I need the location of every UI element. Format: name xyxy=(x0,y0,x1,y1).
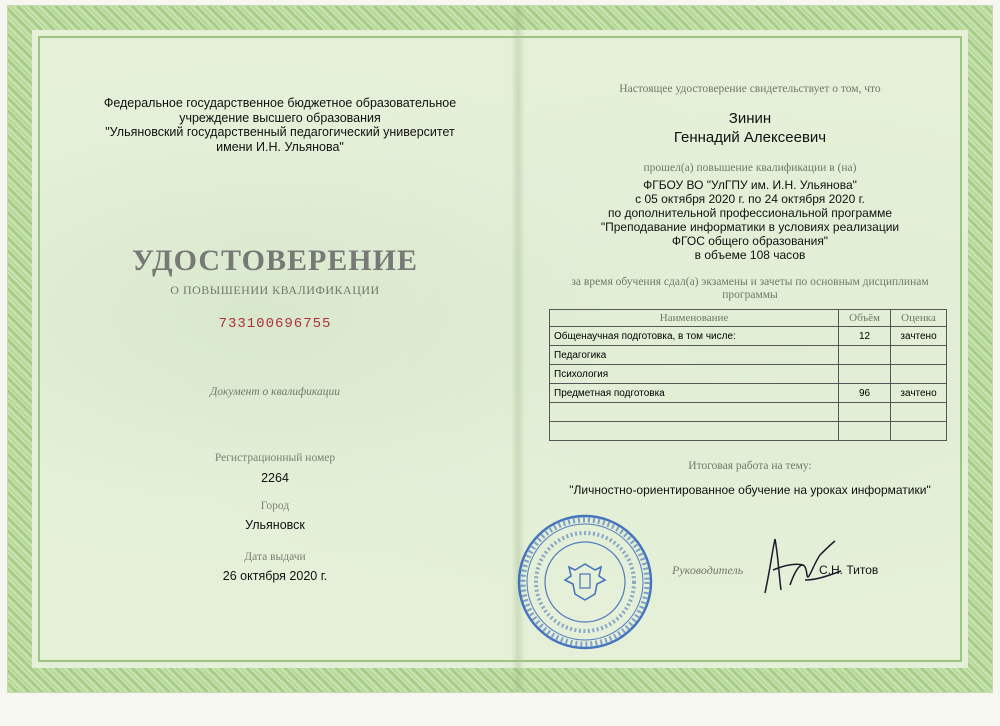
final-work-title: "Личностно-ориентированное обучение на уроках информатики" xyxy=(569,483,931,497)
cell-grade xyxy=(891,403,947,422)
cell-grade xyxy=(891,346,947,365)
header-name: Наименование xyxy=(550,310,839,327)
cell-volume: 12 xyxy=(839,327,891,346)
table-row xyxy=(550,422,947,441)
issuer-line: Федеральное государственное бюджетное образовательное xyxy=(103,96,457,110)
table-row xyxy=(550,346,947,365)
issuer-line: имени И.Н. Ульянова" xyxy=(216,139,344,154)
supervisor-label: Руководитель xyxy=(672,563,744,577)
final-work-label: Итоговая работа на тему: xyxy=(688,460,812,472)
table-row xyxy=(550,403,947,422)
cell-volume xyxy=(839,403,891,422)
header-volume: Объём xyxy=(839,310,891,327)
detail-line: "Преподавание информатики в условиях реализации xyxy=(600,220,900,234)
cell-grade: зачтено xyxy=(891,327,947,346)
header-grade: Оценка xyxy=(891,310,947,327)
detail-line: с 05 октября 2020 г. по 24 октября 2020 г. xyxy=(635,192,865,206)
supervisor-name: С.Н. Титов xyxy=(819,563,879,577)
exams-line: программы xyxy=(722,289,778,301)
recipient-surname: Зинин xyxy=(728,110,772,127)
disciplines-table xyxy=(549,309,947,441)
cell-volume xyxy=(839,422,891,441)
cell-name xyxy=(550,403,839,422)
table-header-row xyxy=(550,310,947,327)
cell-name: Предметная подготовка xyxy=(550,384,839,403)
detail-line: по дополнительной профессиональной программе xyxy=(607,206,893,220)
cell-volume xyxy=(839,365,891,384)
document-type: Документ о квалификации xyxy=(209,386,341,398)
table-row xyxy=(550,327,947,346)
detail-line: ФГОС общего образования" xyxy=(671,234,829,248)
table-row xyxy=(550,384,947,403)
cell-name: Психология xyxy=(550,365,839,384)
recipient-name: Геннадий Алексеевич xyxy=(673,129,827,146)
cell-grade xyxy=(891,365,947,384)
detail-line: в объеме 108 часов xyxy=(694,248,806,262)
issuer-line: учреждение высшего образования xyxy=(179,110,381,125)
issuer-line: "Ульяновский государственный педагогический университет xyxy=(105,125,455,139)
document-title: УДОСТОВЕРЕНИЕ xyxy=(132,244,418,277)
cell-volume xyxy=(839,346,891,365)
city-value: Ульяновск xyxy=(245,518,305,532)
exams-text xyxy=(545,276,955,302)
cell-volume: 96 xyxy=(839,384,891,403)
registration-value: 2264 xyxy=(261,471,289,485)
cell-name xyxy=(550,422,839,441)
detail-line: ФГБОУ ВО "УлГПУ им. И.Н. Ульянова" xyxy=(643,178,857,192)
serial-number: 733100696755 xyxy=(218,316,332,332)
issuer-block xyxy=(100,96,460,154)
table-row xyxy=(550,365,947,384)
document-subtitle: О ПОВЫШЕНИИ КВАЛИФИКАЦИИ xyxy=(170,283,380,297)
intro-text: Настоящее удостоверение свидетельствует о том, что xyxy=(619,83,881,95)
city-label: Город xyxy=(260,500,290,512)
cell-grade xyxy=(891,422,947,441)
passed-text: прошел(а) повышение квалификации в (на) xyxy=(643,162,857,174)
cell-grade: зачтено xyxy=(891,384,947,403)
program-details xyxy=(560,178,940,262)
issue-date-label: Дата выдачи xyxy=(244,551,306,563)
cell-name: Общенаучная подготовка, в том числе: xyxy=(550,327,839,346)
cell-name: Педагогика xyxy=(550,346,839,365)
exams-line: за время обучения сдал(а) экзамены и зачеты по основным дисциплинам xyxy=(571,276,929,288)
official-stamp xyxy=(515,512,655,652)
registration-label: Регистрационный номер xyxy=(214,452,336,464)
issue-date-value: 26 октября 2020 г. xyxy=(222,569,328,583)
